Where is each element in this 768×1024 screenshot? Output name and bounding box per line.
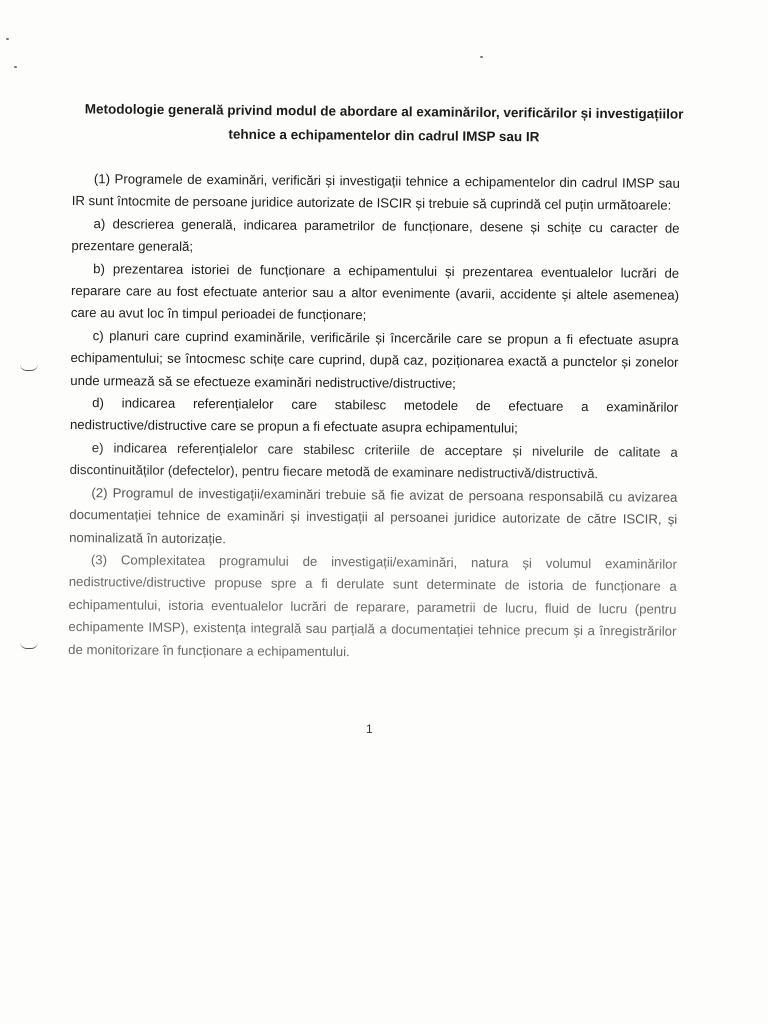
document-body [68,168,680,666]
paragraph-1d: d) indicarea referențialelor care stabilesc metodele de efectuare a examinărilor nedistructive/distructive care se propun a fi efectuate asupra echipamentului; [69,395,679,436]
document-title: Metodologie generală privind modul de abordare al examinărilor, verificărilor și investigațiilor tehnice a echipamentelor din cadrul IMSP sau IR [84,101,684,145]
paragraph-1a: a) descrierea generală, indicarea parametrilor de funcționare, desene și schițe cu caracter de prezentare generală; [71,215,680,255]
paragraph-2: (2) Programul de investigații/examinări trebuie să fie avizat de persoana responsabilă cu avizarea documentației tehnice de examinări și investigații al persoanei juridice autorizate de către ISCIR, și nominalizată în autorizație. [69,484,678,546]
scan-speck [14,66,17,68]
paragraph-1b: b) prezentarea istoriei de funcționare a echipamentului și prezentarea eventualelor lucrări de reparare care au fost efectuate anterior sau a altor evenimente (avarii, accidente și altele asemenea) care au avut loc în timpul perioadei de funcționare; [70,260,680,323]
paragraph-1e: e) indicarea referențialelor care stabilesc criteriile de acceptare și nivelurile de calitate a discontinuităților (defectelor), pentru fiecare metodă de examinare nedistructivă/distructivă. [69,440,678,482]
scan-speck [480,56,483,58]
paragraph-3: (3) Complexitatea programului de investigații/examinări, natura și volumul examinărilor nedistructive/distructive propuse spre a fi derulate sunt determinate de istoria de funcționare a echipamentului, istoria eventualelor lucrări de reparare, parametrii de lucru, fluid de lucru (pentru echipamente IMSP), existența integrală sau parțială a documentației tehnice precum și a înregistrărilor de monitorizare în funcționare a echipamentului. [68,552,677,659]
paragraph-1c: c) planuri care cuprind examinările, verificările și încercările care se propun a fi efectuate asupra echipamentului; se întocmesc schițe care cuprind, după caz, poziționarea exactă a punctelor și zonelor unde urmează să se efectueze examinări nedistructive/distructive; [70,328,679,391]
margin-mark [20,642,38,649]
paragraph-1: (1) Programele de examinări, verificări și investigații tehnice a echipamentelor din cadrul IMSP sau IR sunt întocmite de persoane juridice autorizate de ISCIR și trebuie să cuprindă cel puțin următoarele: [71,171,680,214]
margin-mark [20,364,38,371]
page-number: 1 [366,722,373,736]
scan-speck [6,38,9,40]
